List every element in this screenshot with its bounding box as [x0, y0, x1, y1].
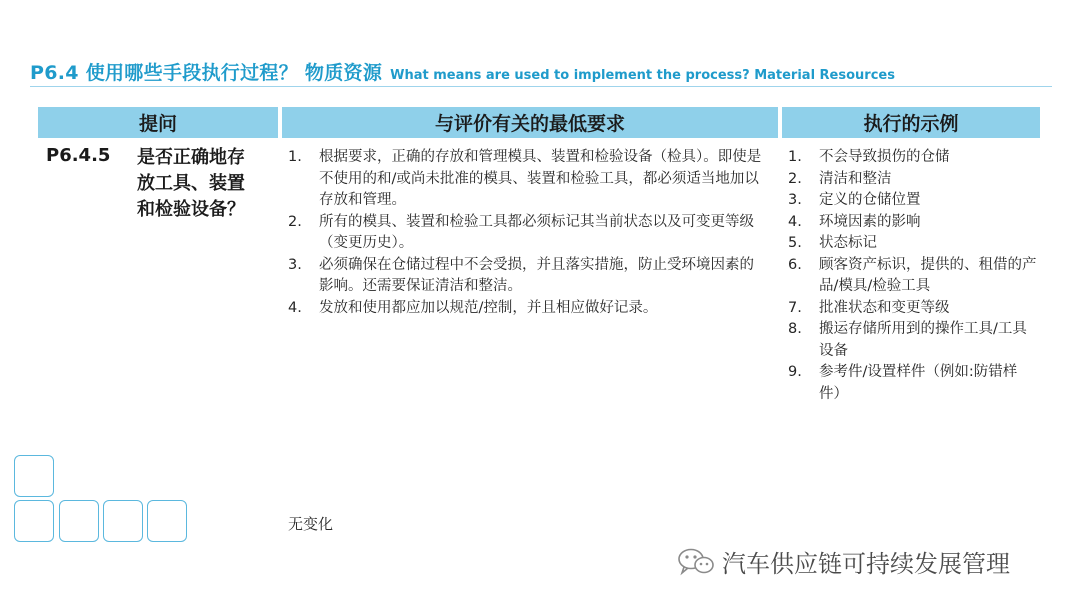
list-number: 1. [288, 149, 302, 165]
example-item [788, 319, 1038, 362]
list-number: 7. [788, 299, 802, 316]
list-number: 4. [788, 213, 802, 230]
example-text: 批准状态和变更等级 [819, 299, 950, 316]
list-number: 3. [288, 256, 302, 273]
requirement-item [288, 255, 768, 298]
list-number: 4. [288, 299, 302, 316]
title-divider [30, 86, 1052, 87]
question-line: 放工具、装置 [137, 173, 245, 194]
requirement-item [288, 212, 768, 255]
example-item [788, 169, 1038, 191]
requirement-text: 发放和使用都应加以规范/控制，并且相应做好记录。 [319, 299, 658, 316]
example-text: 顾客资产标识，提供的、租借的产品/模具/检验工具 [819, 256, 1037, 294]
requirement-text: 所有的模具、装置和检验工具都必须标记其当前状态以及可变更等级（变更历史）。 [319, 213, 754, 251]
page-title-en: What means are used to implement the process? Material Resources [390, 68, 895, 83]
question-line: 是否正确地存 [137, 147, 245, 168]
example-item [788, 190, 1038, 212]
footer-watermark [676, 544, 1010, 579]
wechat-icon [676, 547, 716, 577]
footer-label: 汽车供应链可持续发展管理 [722, 550, 1010, 578]
list-number: 1. [788, 149, 802, 165]
list-number: 2. [288, 213, 302, 230]
page-title-zh: P6.4 使用哪些手段执行过程？ 物质资源 [30, 62, 383, 84]
requirement-item [288, 147, 768, 212]
decorative-square [14, 455, 54, 497]
example-text: 不会导致损伤的仓储 [819, 149, 950, 165]
question-text [137, 145, 277, 223]
requirements-list [288, 147, 768, 319]
list-number: 9. [788, 364, 802, 380]
page-title [30, 58, 895, 85]
column-header-question: 提问 [38, 107, 278, 138]
requirement-text: 根据要求，正确的存放和管理模具、装置和检验设备（检具）。即使是不使用的和/或尚未批准的模具、装置和检验工具，都必须适当地加以存放和管理。 [319, 149, 762, 208]
list-number: 6. [788, 256, 802, 273]
decorative-square [59, 500, 99, 542]
examples-list [788, 147, 1038, 405]
example-item [788, 147, 1038, 169]
list-number: 3. [788, 192, 802, 208]
requirement-item [288, 298, 768, 320]
column-header-examples: 执行的示例 [782, 107, 1040, 138]
example-text: 定义的仓储位置 [819, 192, 921, 208]
example-item [788, 298, 1038, 320]
column-header-requirements: 与评价有关的最低要求 [282, 107, 778, 138]
example-item [788, 362, 1038, 405]
example-text: 参考件/设置样件（例如:防错样件） [819, 364, 1018, 402]
list-number: 2. [788, 170, 802, 187]
example-item [788, 255, 1038, 298]
item-code: P6.4.5 [46, 145, 111, 166]
decorative-square [103, 500, 143, 542]
decorative-square [14, 500, 54, 542]
example-item [788, 212, 1038, 234]
example-text: 状态标记 [819, 235, 877, 251]
example-text: 清洁和整洁 [819, 170, 892, 187]
example-item [788, 233, 1038, 255]
list-number: 5. [788, 235, 802, 251]
question-line: 和检验设备？ [137, 199, 245, 220]
list-number: 8. [788, 321, 802, 337]
example-text: 环境因素的影响 [819, 213, 921, 230]
no-change-note: 无变化 [288, 515, 334, 533]
requirement-text: 必须确保在仓储过程中不会受损，并且落实措施，防止受环境因素的影响。还需要保证清洁和整洁。 [319, 256, 754, 294]
example-text: 搬运存储所用到的操作工具/工具设备 [819, 321, 1027, 359]
decorative-square [147, 500, 187, 542]
